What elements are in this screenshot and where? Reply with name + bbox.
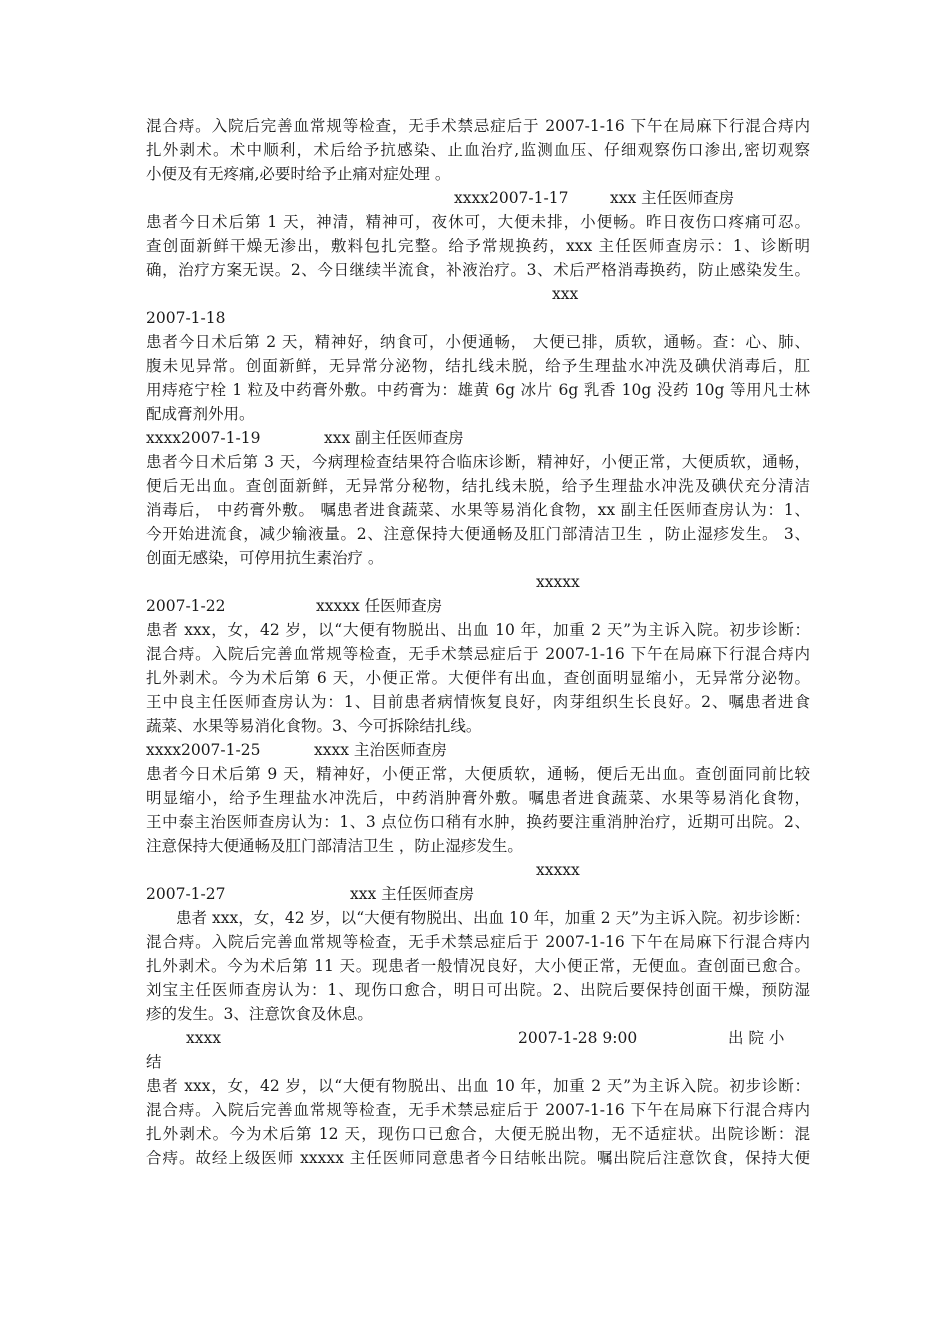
text-line: 混合痔。入院后完善血常规等检查，无手术禁忌症后于 2007-1-16 下午在局麻下行混合痔内 <box>146 1101 810 1119</box>
ward-round-header <box>146 594 810 618</box>
text-line: 消毒后， 中药膏外敷。 嘱患者进食蔬菜、水果等易消化食物，xx 副主任医师查房认为：1、 <box>146 501 810 519</box>
discharge-datetime: 2007-1-28 9:00 <box>518 1029 638 1047</box>
text-line: 患者今日术后第 3 天，今病理检查结果符合临床诊断，精神好，小便正常，大便质软，通畅， <box>146 453 810 471</box>
text-line: 刘宝主任医师查房认为：1、现伤口愈合，明日可出院。2、出院后要保持创面干燥，预防湿 <box>146 981 810 999</box>
round-date: xxxx2007-1-17 <box>454 189 569 207</box>
signature-line <box>146 858 810 882</box>
text-line: 患者今日术后第 9 天，精神好，小便正常，大便质软，通畅，便后无出血。查创面同前比较 <box>146 765 810 783</box>
ward-round-header <box>146 426 810 450</box>
round-title: xxx 主任医师查房 <box>350 885 475 903</box>
text-line: 扎外剥术。今为术后第 11 天。现患者一般情况良好，大小便正常，无便血。查创面已愈合。 <box>146 957 810 975</box>
text-line: 患者 xxx，女，42 岁，以“大便有物脱出、出血 10 年，加重 2 天”为主诉入院。初步诊断： <box>146 621 810 639</box>
discharge-name: xxxx <box>186 1029 221 1047</box>
signature-line <box>146 570 810 594</box>
text-line: 扎外剥术。今为术后第 12 天，现伤口已愈合，大便无脱出物，无不适症状。出院诊断：混 <box>146 1125 810 1143</box>
text-line: 扎外剥术。术中顺利，术后给予抗感染、止血治疗,监测血压、仔细观察伤口渗出,密切观察 <box>146 141 810 159</box>
text-line: 王中良主任医师查房认为：1、目前患者病情恢复良好，肉芽组织生长良好。2、嘱患者进食 <box>146 693 810 711</box>
signature: xxx <box>552 285 579 303</box>
ward-round-header <box>146 738 810 762</box>
text-line: 患者今日术后第 2 天，精神好，纳食可，小便通畅， 大便已排，质软，通畅。查：心、肺、 <box>146 333 810 351</box>
discharge-title: 出 院 小 <box>728 1029 785 1047</box>
text-line: 疹的发生。3、注意饮食及休息。 <box>146 1005 373 1023</box>
signature: xxxxx <box>536 573 580 591</box>
round-date: xxxx2007-1-19 <box>146 429 261 447</box>
text-line: 混合痔。入院后完善血常规等检查，无手术禁忌症后于 2007-1-16 下午在局麻下行混合痔内 <box>146 933 810 951</box>
text-line: 查创面新鲜干燥无渗出，敷料包扎完整。给予常规换药，xxx 主任医师查房示：1、诊断明 <box>146 237 810 255</box>
text-line: 患者 xxx，女，42 岁，以“大便有物脱出、出血 10 年，加重 2 天”为主诉入院。初步诊断： <box>176 909 810 927</box>
round-title: xxx 主任医师查房 <box>610 189 735 207</box>
discharge-summary-header <box>146 1026 810 1050</box>
text-line: 混合痔。入院后完善血常规等检查，无手术禁忌症后于 2007-1-16 下午在局麻下行混合痔内 <box>146 645 810 663</box>
round-date: 2007-1-18 <box>146 309 226 327</box>
text-line: 患者 xxx，女，42 岁，以“大便有物脱出、出血 10 年，加重 2 天”为主诉入院。初步诊断： <box>146 1077 810 1095</box>
text-line: 确，治疗方案无误。2、今日继续半流食，补液治疗。3、术后严格消毒换药，防止感染发生。 <box>146 261 810 279</box>
text-line: 小便及有无疼痛,必要时给予止痛对症处理 。 <box>146 165 451 183</box>
round-title: xxxx 主治医师查房 <box>314 741 447 759</box>
text-line: 混合痔。入院后完善血常规等检查，无手术禁忌症后于 2007-1-16 下午在局麻下行混合痔内 <box>146 117 810 135</box>
text-line: 合痔。故经上级医师 xxxxx 主任医师同意患者今日结帐出院。嘱出院后注意饮食，保持大便 <box>146 1149 810 1167</box>
text-line: 注意保持大便通畅及肛门部清洁卫生 ，防止湿疹发生。 <box>146 837 523 855</box>
signature: xxxxx <box>536 861 580 879</box>
text-line: 蔬菜、水果等易消化食物。3、今可拆除结扎线。 <box>146 717 482 735</box>
ward-round-header <box>146 882 810 906</box>
round-title: xxx 副主任医师查房 <box>324 429 464 447</box>
document-body <box>146 114 810 1170</box>
text-line: 今开始进流食，减少输液量。2、注意保持大便通畅及肛门部清洁卫生 ，防止湿疹发生。 3、 <box>146 525 810 543</box>
text-line: 王中泰主治医师查房认为：1、3 点位伤口稍有水肿，换药要注重消肿治疗，近期可出院。2、 <box>146 813 810 831</box>
signature-line <box>146 282 810 306</box>
text-line: 扎外剥术。今为术后第 6 天，小便正常。大便伴有出血，查创面明显缩小，无异常分泌物。 <box>146 669 810 687</box>
text-line: 便后无出血。查创面新鲜，无异常分秘物，结扎线未脱，给予生理盐水冲洗及碘伏充分清洁 <box>146 477 810 495</box>
text-line: 配成膏剂外用。 <box>146 405 255 423</box>
discharge-title-continued: 结 <box>146 1053 162 1071</box>
text-line: 创面无感染，可停用抗生素治疗 。 <box>146 549 384 567</box>
text-line: 腹未见异常。创面新鲜，无异常分泌物，结扎线未脱，给予生理盐水冲洗及碘伏消毒后，肛 <box>146 357 810 375</box>
text-line: 患者今日术后第 1 天，神清，精神可，夜休可，大便未排，小便畅。昨日夜伤口疼痛可忍。 <box>146 213 810 231</box>
round-title: xxxxx 任医师查房 <box>316 597 443 615</box>
text-line: 用痔疮宁栓 1 粒及中药膏外敷。中药膏为：雄黄 6g 冰片 6g 乳香 10g 没药 10g 等用凡士林 <box>146 381 810 399</box>
ward-round-header <box>146 186 810 210</box>
round-date: 2007-1-27 <box>146 885 226 903</box>
round-date: 2007-1-22 <box>146 597 226 615</box>
round-date: xxxx2007-1-25 <box>146 741 261 759</box>
text-line: 明显缩小，给予生理盐水冲洗后，中药消肿膏外敷。嘱患者进食蔬菜、水果等易消化食物， <box>146 789 810 807</box>
